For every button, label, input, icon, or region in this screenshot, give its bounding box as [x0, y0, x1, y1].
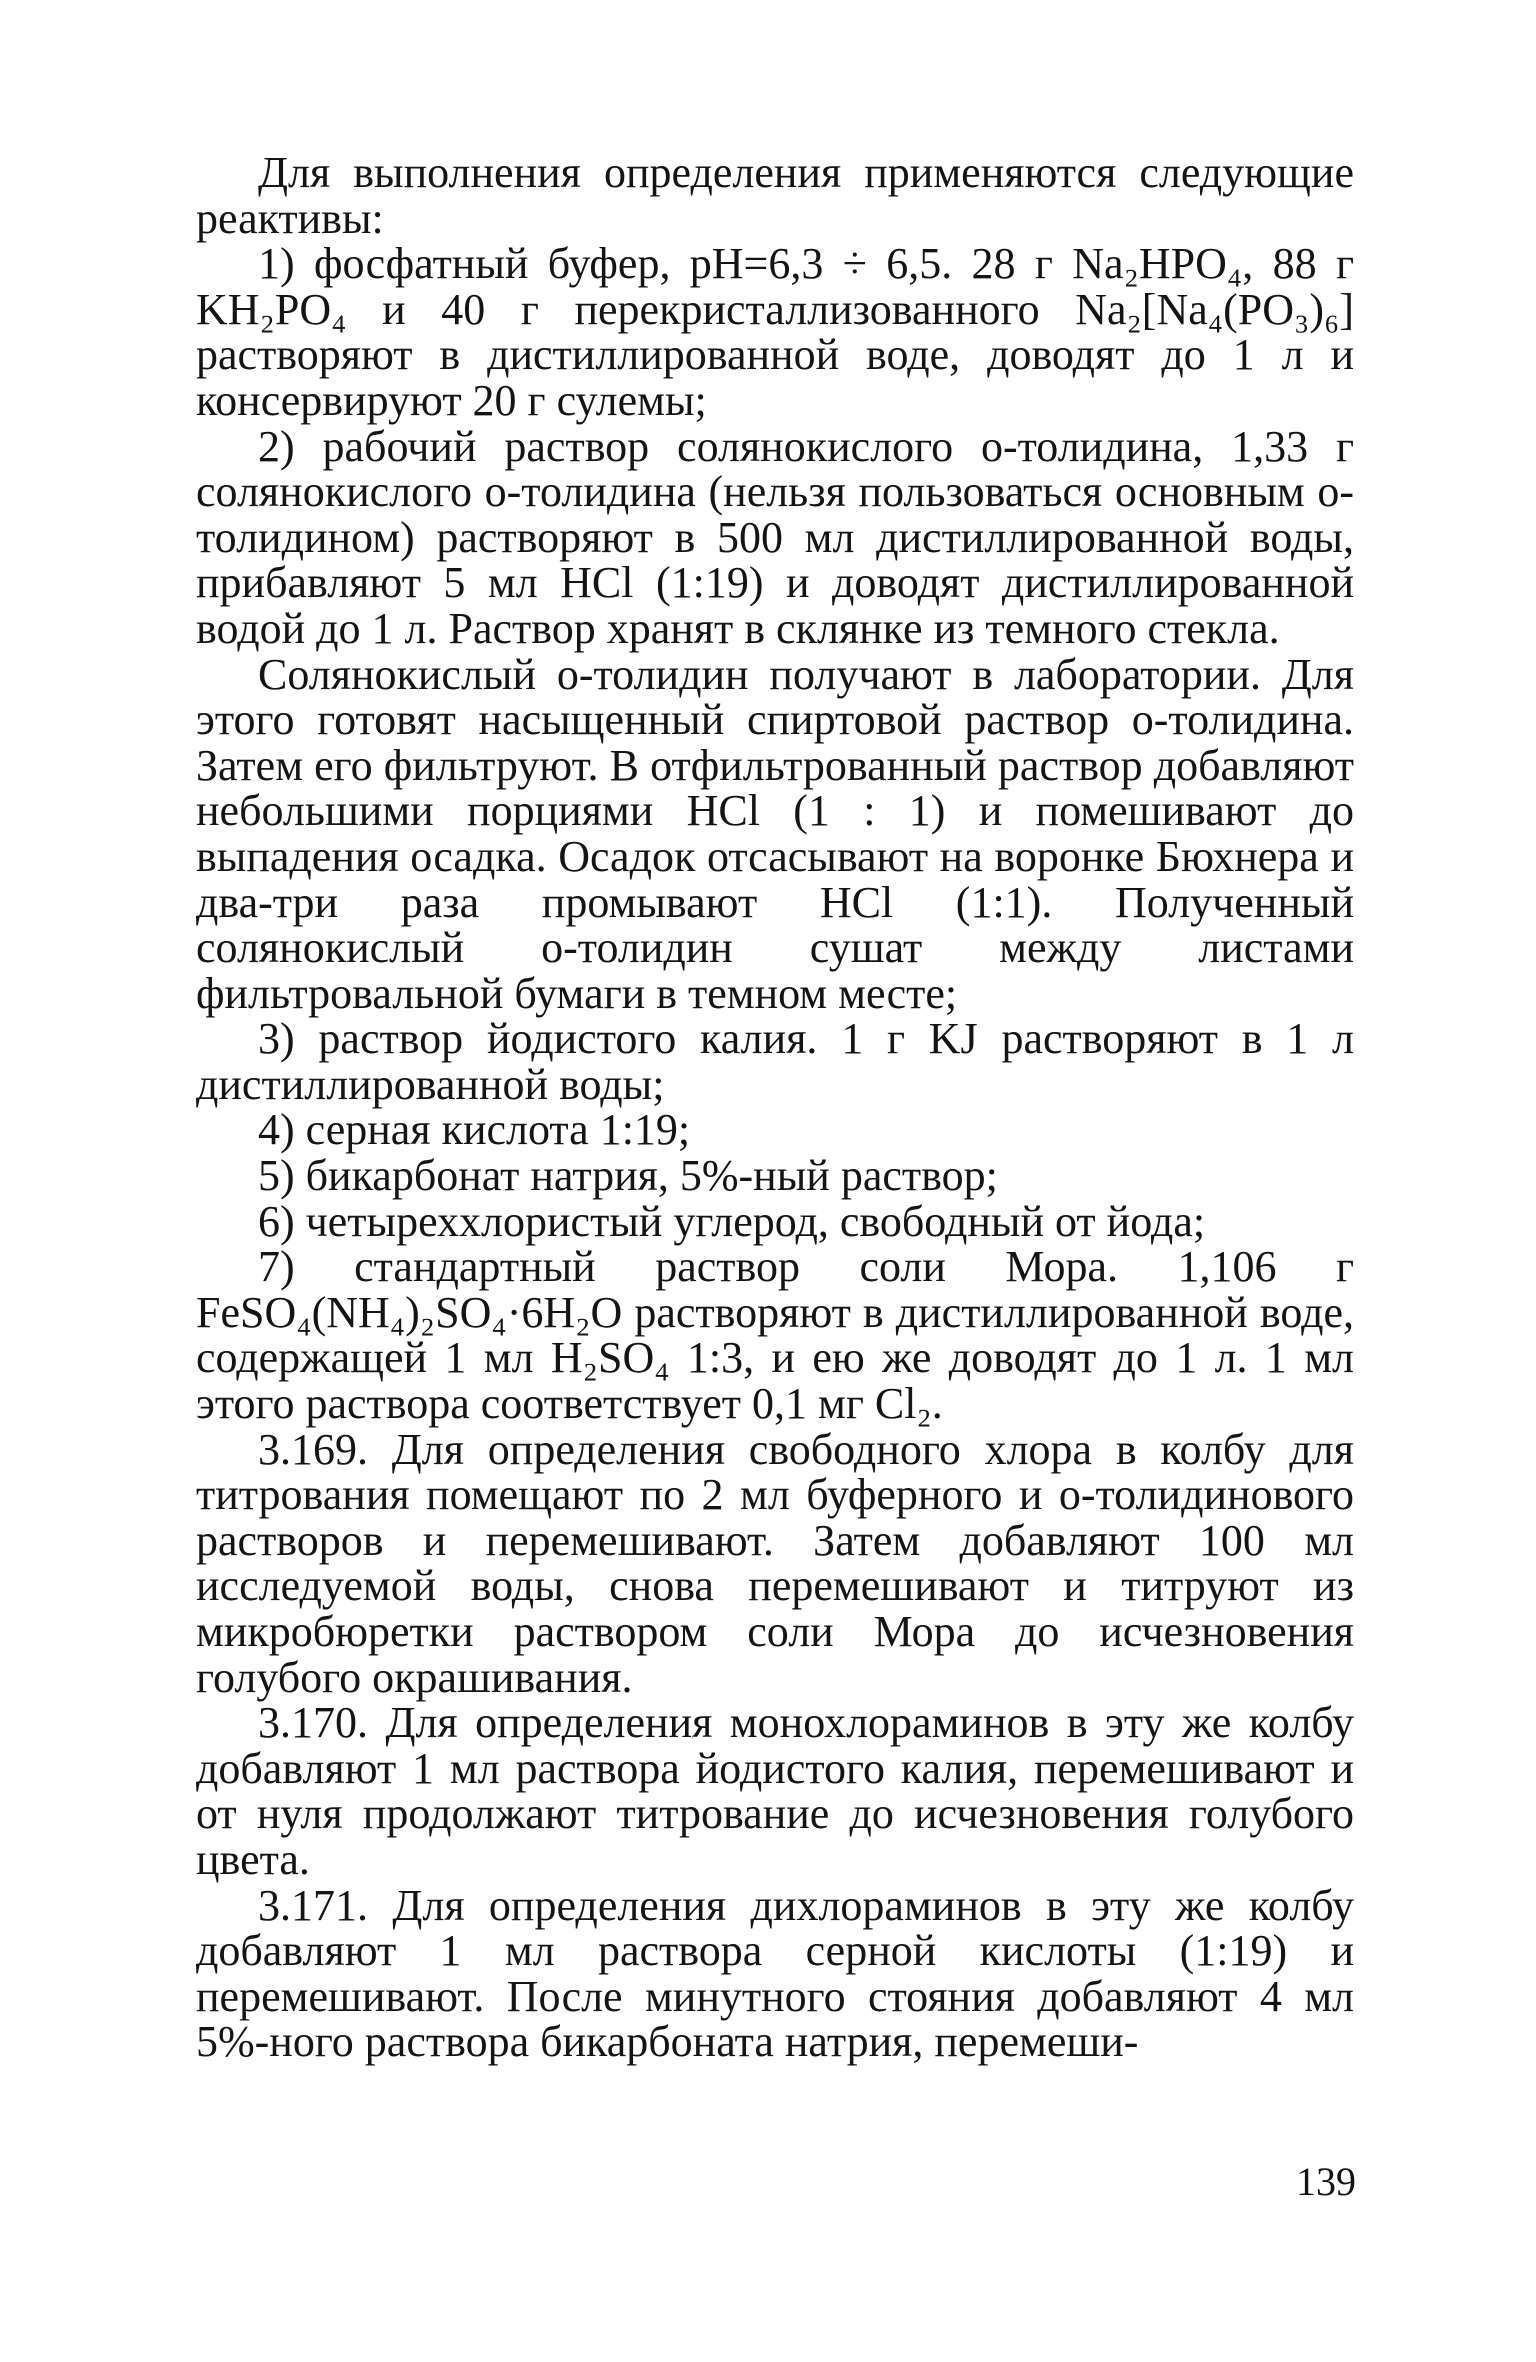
- list-item-carbon-tetrachloride: 6) четыреххлористый углерод, свободный от йода;: [258, 1196, 1206, 1246]
- list-item-mohr-salt: 7) стандартный раствор соли Мора. 1,106 г FeSO₄(NH₄)₂SO₄·6H₂O растворяют в дистиллированной воде, содержащей 1 мл H₂SO₄ 1:3, и ею же доводят до 1 л. 1 мл этого раствора соответствует 0,1 мг Cl₂.: [196, 1242, 1354, 1429]
- paragraph-tolidine-preparation: Солянокислый о-толидин получают в лаборатории. Для этого готовят насыщенный спиртовой раствор о-толидина. Затем его фильтруют. В отфильтрованный раствор добавляют небольшими порциями HCl (1 : 1) и помешивают до выпадения осадка. Осадок отсасывают на воронке Бюхнера и два-три раза промывают HCl (1:1). Полученный солянокислый о-толидин сушат между листами фильтровальной бумаги в темном месте;: [196, 649, 1354, 1018]
- section-3-170: 3.170. Для определения монохлораминов в эту же колбу добавляют 1 мл раствора йодистого калия, перемешивают и от нуля продолжают титрование до исчезновения голубого цвета.: [196, 1698, 1354, 1884]
- list-item-potassium-iodide: 3) раствор йодистого калия. 1 г KJ растворяют в 1 л дистиллированной воды;: [196, 1014, 1354, 1109]
- paragraph-intro: Для выполнения определения применяются следующие реактивы:: [196, 148, 1354, 243]
- section-3-171: 3.171. Для определения дихлораминов в эту же колбу добавляют 1 мл раствора серной кислоты (1:19) и перемешивают. После минутного стояния добавляют 4 мл 5%-ного раствора бикарбоната натрия, перемеши-: [196, 1880, 1354, 2067]
- list-item-tolidine-solution: 2) рабочий раствор солянокислого о-толидина, 1,33 г солянокислого о-толидина (нельзя пользоваться основным о-толидином) растворяют в 500 мл дистиллированной воды, прибавляют 5 мл HCl (1:19) и доводят дистиллированной водой до 1 л. Раствор хранят в склянке из темного стекла.: [196, 421, 1354, 653]
- section-3-169: 3.169. Для определения свободного хлора в колбу для титрования помещают по 2 мл буферного и о-толидинового растворов и перемешивают. Затем добавляют 100 мл исследуемой воды, снова перемешивают и титруют из микробюретки раствором соли Мора до исчезновения голубого окрашивания.: [196, 1424, 1354, 1702]
- page-number: 139: [1296, 2159, 1356, 2204]
- page-body: [196, 150, 1354, 2065]
- list-item-sulfuric-acid: 4) серная кислота 1:19;: [258, 1105, 691, 1155]
- list-item-phosphate-buffer: 1) фосфатный буфер, pH=6,3 ÷ 6,5. 28 г Na₂HPO₄, 88 г KH₂PO₄ и 40 г перекристаллизованного Na₂[Na₄(PO₃)₆] растворяют в дистиллированной воде, доводят до 1 л и консервируют 20 г сулемы;: [196, 239, 1354, 425]
- list-item-sodium-bicarbonate: 5) бикарбонат натрия, 5%-ный раствор;: [258, 1151, 998, 1201]
